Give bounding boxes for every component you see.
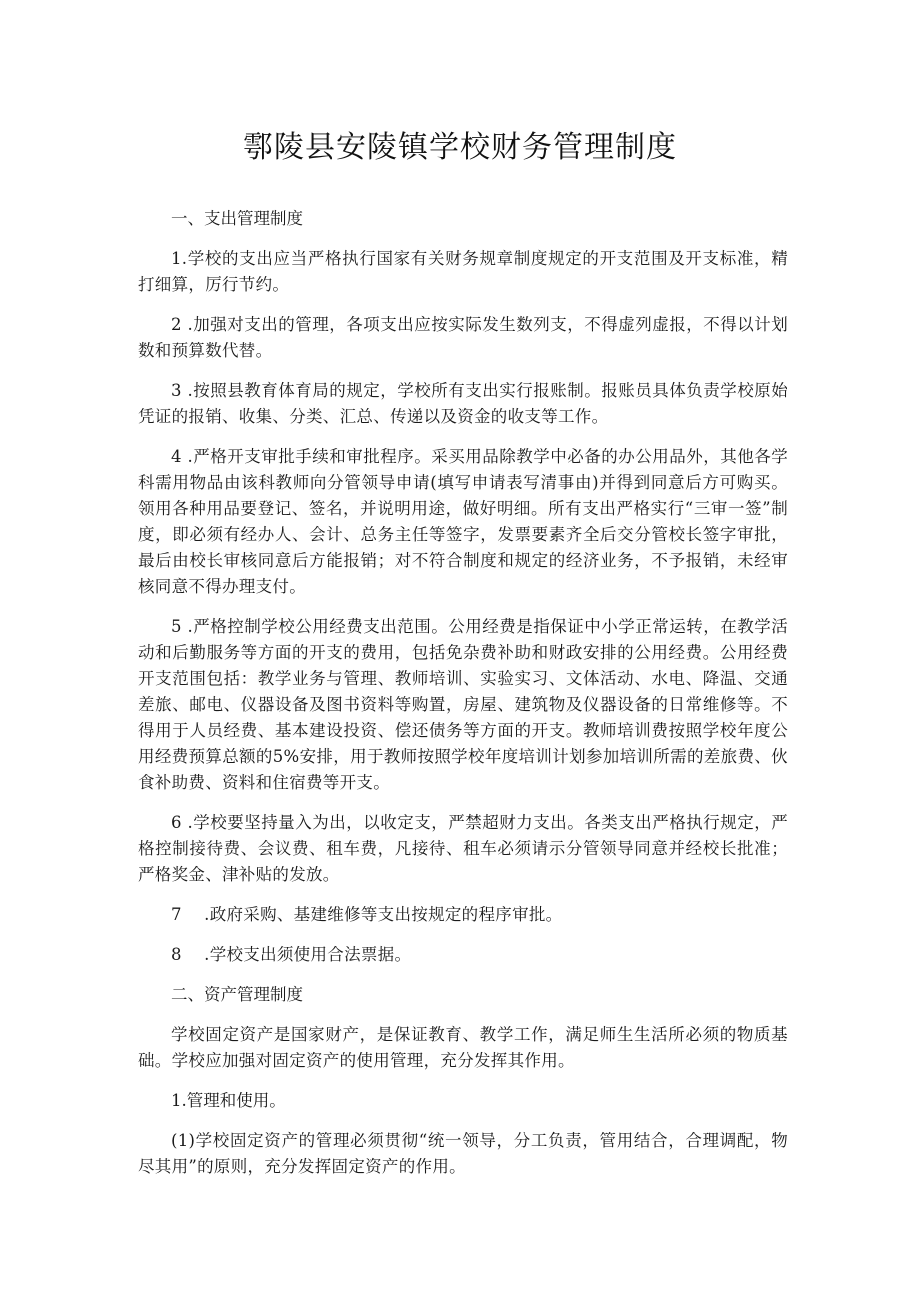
document-body [138, 206, 788, 1194]
assets-subheading: 1.管理和使用。 [171, 1091, 286, 1110]
expenditure-item-2: 2 .加强对支出的管理，各项支出应按实际发生数列支，不得虚列虚报，不得以计划数和预算数代替。 [138, 315, 788, 360]
expenditure-item-4: 4 .严格开支审批手续和审批程序。采买用品除教学中必备的办公用品外，其他各学科需用物品由该科教师向分管领导申请(填写申请表写清事由)并得到同意后方可购买。领用各种用品要登记、签名，并说明用途，做好明细。所有支出严格实行“三审一签”制度，即必须有经办人、会计、总务主任等签字，发票要素齐全后交分管校长签字审批，最后由校长审核同意后方能报销；对不符合制度和规定的经济业务，不予报销，未经审核同意不得办理支付。 [138, 447, 788, 596]
section-heading-expenditure: 一、支出管理制度 [171, 209, 303, 228]
expenditure-item-6: 6 .学校要坚持量入为出，以收定支，严禁超财力支出。各类支出严格执行规定，严格控制接待费、会议费、租车费，凡接待、租车必须请示分管领导同意并经校长批准；严格奖金、津补贴的发放。 [138, 813, 788, 884]
section-heading-assets: 二、资产管理制度 [171, 985, 303, 1004]
assets-item-1: (1)学校固定资产的管理必须贯彻“统一领导，分工负责，管用结合，合理调配，物尽其用”的原则，充分发挥固定资产的作用。 [138, 1131, 788, 1176]
assets-intro: 学校固定资产是国家财产，是保证教育、教学工作，满足师生生活所必须的物质基础。学校应加强对固定资产的使用管理，充分发挥其作用。 [138, 1025, 788, 1070]
expenditure-item-3: 3 .按照县教育体育局的规定，学校所有支出实行报账制。报账员具体负责学校原始凭证的报销、收集、分类、汇总、传递以及资金的收支等工作。 [138, 381, 788, 426]
expenditure-item-8: 8 .学校支出须使用合法票据。 [171, 945, 412, 964]
expenditure-item-1: 1.学校的支出应当严格执行国家有关财务规章制度规定的开支范围及开支标准，精打细算，厉行节约。 [138, 249, 788, 294]
expenditure-item-7: 7 .政府采购、基建维修等支出按规定的程序审批。 [171, 905, 563, 924]
expenditure-item-5: 5 .严格控制学校公用经费支出范围。公用经费是指保证中小学正常运转，在教学活动和后勤服务等方面的开支的费用，包括免杂费补助和财政安排的公用经费。公用经费开支范围包括：教学业务与管理、教师培训、实验实习、文体活动、水电、降温、交通差旅、邮电、仪器设备及图书资料等购置，房屋、建筑物及仪器设备的日常维修等。不得用于人员经费、基本建设投资、偿还债务等方面的开支。教师培训费按照学校年度公用经费预算总额的5%安排，用于教师按照学校年度培训计划参加培训所需的差旅费、伙食补助费、资料和住宿费等开支。 [138, 617, 788, 792]
document-title: 鄠陵县安陵镇学校财务管理制度 [243, 130, 677, 165]
